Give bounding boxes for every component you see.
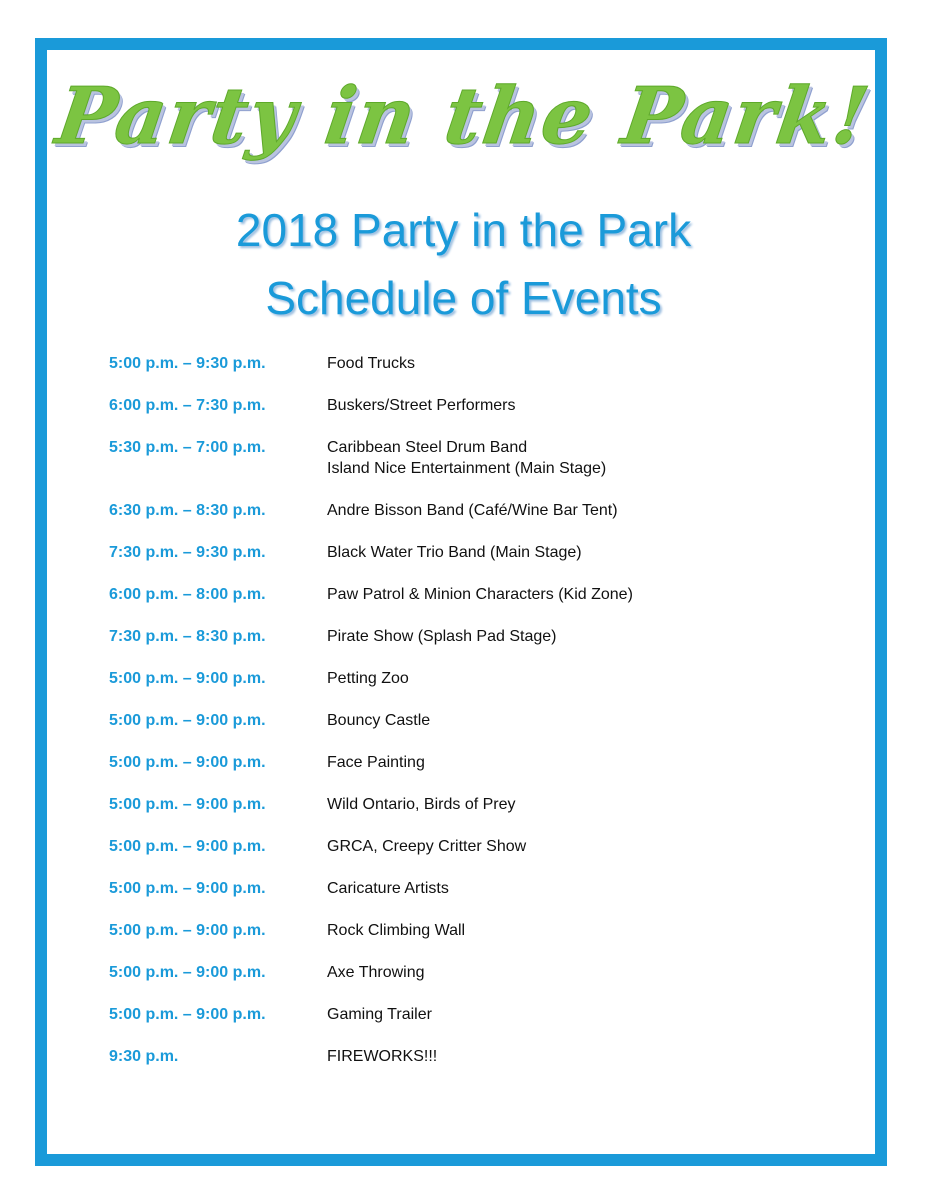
schedule-list (109, 353, 809, 1088)
schedule-row (109, 395, 809, 416)
schedule-row (109, 794, 809, 815)
schedule-time: 5:00 p.m. – 9:00 p.m. (109, 796, 266, 813)
schedule-row (109, 542, 809, 563)
schedule-row (109, 353, 809, 374)
schedule-row (109, 752, 809, 773)
schedule-time: 5:00 p.m. – 9:30 p.m. (109, 355, 266, 372)
schedule-time: 6:30 p.m. – 8:30 p.m. (109, 502, 266, 519)
schedule-time: 5:30 p.m. – 7:00 p.m. (109, 439, 266, 456)
schedule-time: 9:30 p.m. (109, 1048, 179, 1065)
schedule-time: 5:00 p.m. – 9:00 p.m. (109, 670, 266, 687)
schedule-time: 5:00 p.m. – 9:00 p.m. (109, 1006, 266, 1023)
schedule-event: Paw Patrol & Minion Characters (Kid Zone) (327, 586, 633, 603)
schedule-event: GRCA, Creepy Critter Show (327, 838, 527, 855)
schedule-event: FIREWORKS!!! (327, 1048, 438, 1065)
schedule-event: Face Painting (327, 754, 425, 771)
schedule-event: Bouncy Castle (327, 712, 431, 729)
schedule-time: 5:00 p.m. – 9:00 p.m. (109, 838, 266, 855)
schedule-row (109, 668, 809, 689)
page-title-line-1: 2018 Party in the Park (235, 204, 692, 256)
schedule-row (109, 962, 809, 983)
schedule-row (109, 1046, 809, 1067)
schedule-time: 6:00 p.m. – 7:30 p.m. (109, 397, 266, 414)
schedule-time: 7:30 p.m. – 8:30 p.m. (109, 628, 266, 645)
schedule-time: 5:00 p.m. – 9:00 p.m. (109, 964, 266, 981)
schedule-event: Buskers/Street Performers (327, 397, 516, 414)
schedule-event: Caricature Artists (327, 880, 449, 897)
schedule-event: Petting Zoo (327, 670, 409, 687)
schedule-event: Black Water Trio Band (Main Stage) (327, 544, 582, 561)
schedule-event: Gaming Trailer (327, 1006, 432, 1023)
page-title-line-2: Schedule of Events (265, 272, 662, 324)
schedule-row (109, 920, 809, 941)
schedule-time: 5:00 p.m. – 9:00 p.m. (109, 754, 266, 771)
schedule-row (109, 836, 809, 857)
schedule-event: Wild Ontario, Birds of Prey (327, 796, 516, 813)
schedule-time: 5:00 p.m. – 9:00 p.m. (109, 880, 266, 897)
schedule-time: 5:00 p.m. – 9:00 p.m. (109, 922, 266, 939)
schedule-event: Food Trucks (327, 355, 416, 372)
schedule-row (109, 626, 809, 647)
schedule-row (109, 878, 809, 899)
schedule-row (109, 584, 809, 605)
schedule-time: 5:00 p.m. – 9:00 p.m. (109, 712, 266, 729)
schedule-time: 6:00 p.m. – 8:00 p.m. (109, 586, 266, 603)
schedule-row (109, 500, 809, 521)
schedule-row (109, 1004, 809, 1025)
schedule-event: Rock Climbing Wall (327, 922, 466, 939)
party-in-the-park-logo: Party in the Park! (51, 71, 877, 162)
schedule-row (109, 710, 809, 731)
schedule-event: Caribbean Steel Drum Band Island Nice Entertainment (Main Stage) (327, 439, 607, 477)
schedule-event: Axe Throwing (327, 964, 425, 981)
schedule-event: Pirate Show (Splash Pad Stage) (327, 628, 557, 645)
schedule-event: Andre Bisson Band (Café/Wine Bar Tent) (327, 502, 618, 519)
schedule-row (109, 437, 809, 479)
schedule-time: 7:30 p.m. – 9:30 p.m. (109, 544, 266, 561)
